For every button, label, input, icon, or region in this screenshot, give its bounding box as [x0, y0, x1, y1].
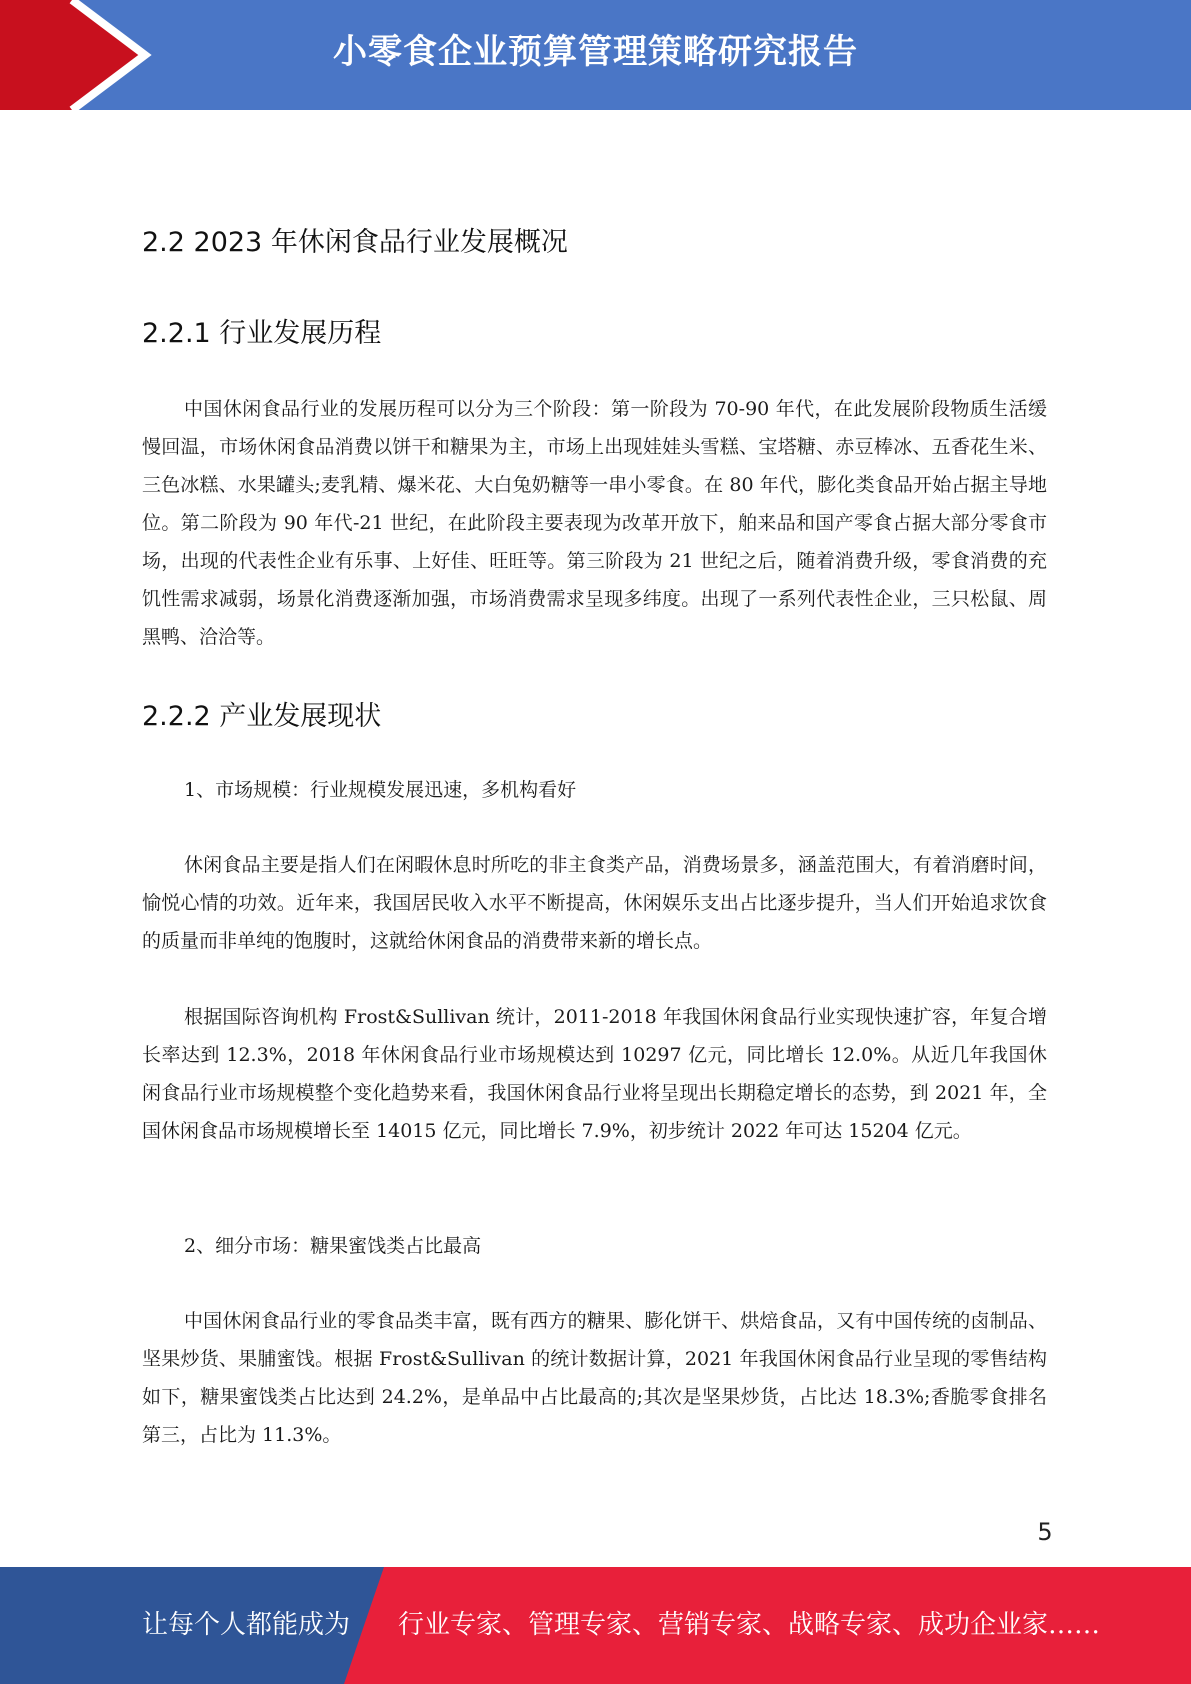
report-title: 小零食企业预算管理策略研究报告: [333, 32, 858, 72]
paragraph-market-size: 根据国际咨询机构 Frost&Sullivan 统计，2011-2018 年我国休闲食品行业实现快速扩容，年复合增长率达到 12.3%，2018 年休闲食品行业市场规模达到 10297 亿元，同比增长 12.0%。从近几年我国休闲食品行业市场规模整个变化趋势来看，我国休闲食品行业将呈现出长期稳定增长的态势，到 2021 年，全国休闲食品市场规模增长至 14015 亿元，同比增长 7.9%，初步统计 2022 年可达 15204 亿元。: [142, 1006, 1047, 1142]
red-chevron-icon: [0, 0, 160, 110]
report-footer: [0, 1567, 1191, 1684]
subheading-market-scale: 1、市场规模：行业规模发展迅速，多机构看好: [184, 779, 577, 801]
footer-slogan-roles: 行业专家、管理专家、营销专家、战略专家、成功企业家……: [398, 1610, 1101, 1640]
section-heading-2-2: 2.2 2023 年休闲食品行业发展概况: [142, 227, 568, 258]
paragraph-snack-definition: 休闲食品主要是指人们在闲暇休息时所吃的非主食类产品，消费场景多，涵盖范围大，有着消磨时间，愉悦心情的功效。近年来，我国居民收入水平不断提高，休闲娱乐支出占比逐步提升，当人们开始追求饮食的质量而非单纯的饱腹时，这就给休闲食品的消费带来新的增长点。: [142, 854, 1047, 952]
paragraph-history: 中国休闲食品行业的发展历程可以分为三个阶段：第一阶段为 70-90 年代，在此发展阶段物质生活缓慢回温，市场休闲食品消费以饼干和糖果为主，市场上出现娃娃头雪糕、宝塔糖、赤豆棒冰、五香花生米、三色冰糕、水果罐头;麦乳精、爆米花、大白兔奶糖等一串小零食。在 80 年代，膨化类食品开始占据主导地位。第二阶段为 90 年代-21 世纪，在此阶段主要表现为改革开放下，舶来品和国产零食占据大部分零食市场，出现的代表性企业有乐事、上好佳、旺旺等。第三阶段为 21 世纪之后，随着消费升级，零食消费的充饥性需求减弱，场景化消费逐渐加强，市场消费需求呈现多纬度。出现了一系列代表性企业，三只松鼠、周黑鸭、洽洽等。: [142, 398, 1047, 648]
subheading-segment-market: 2、细分市场：糖果蜜饯类占比最高: [184, 1235, 482, 1257]
section-heading-2-2-2: 2.2.2 产业发展现状: [142, 701, 382, 732]
footer-slogan-lead: 让每个人都能成为: [142, 1610, 351, 1640]
report-header: [0, 0, 1191, 110]
page-number: 5: [1037, 1518, 1053, 1546]
section-heading-2-2-1: 2.2.1 行业发展历程: [142, 318, 382, 349]
paragraph-segment-structure: 中国休闲食品行业的零食品类丰富，既有西方的糖果、膨化饼干、烘焙食品，又有中国传统的卤制品、坚果炒货、果脯蜜饯。根据 Frost&Sullivan 的统计数据计算，2021 年我国休闲食品行业呈现的零售结构如下，糖果蜜饯类占比达到 24.2%，是单品中占比最高的;其次是坚果炒货，占比达 18.3%;香脆零食排名第三，占比为 11.3%。: [142, 1310, 1047, 1446]
